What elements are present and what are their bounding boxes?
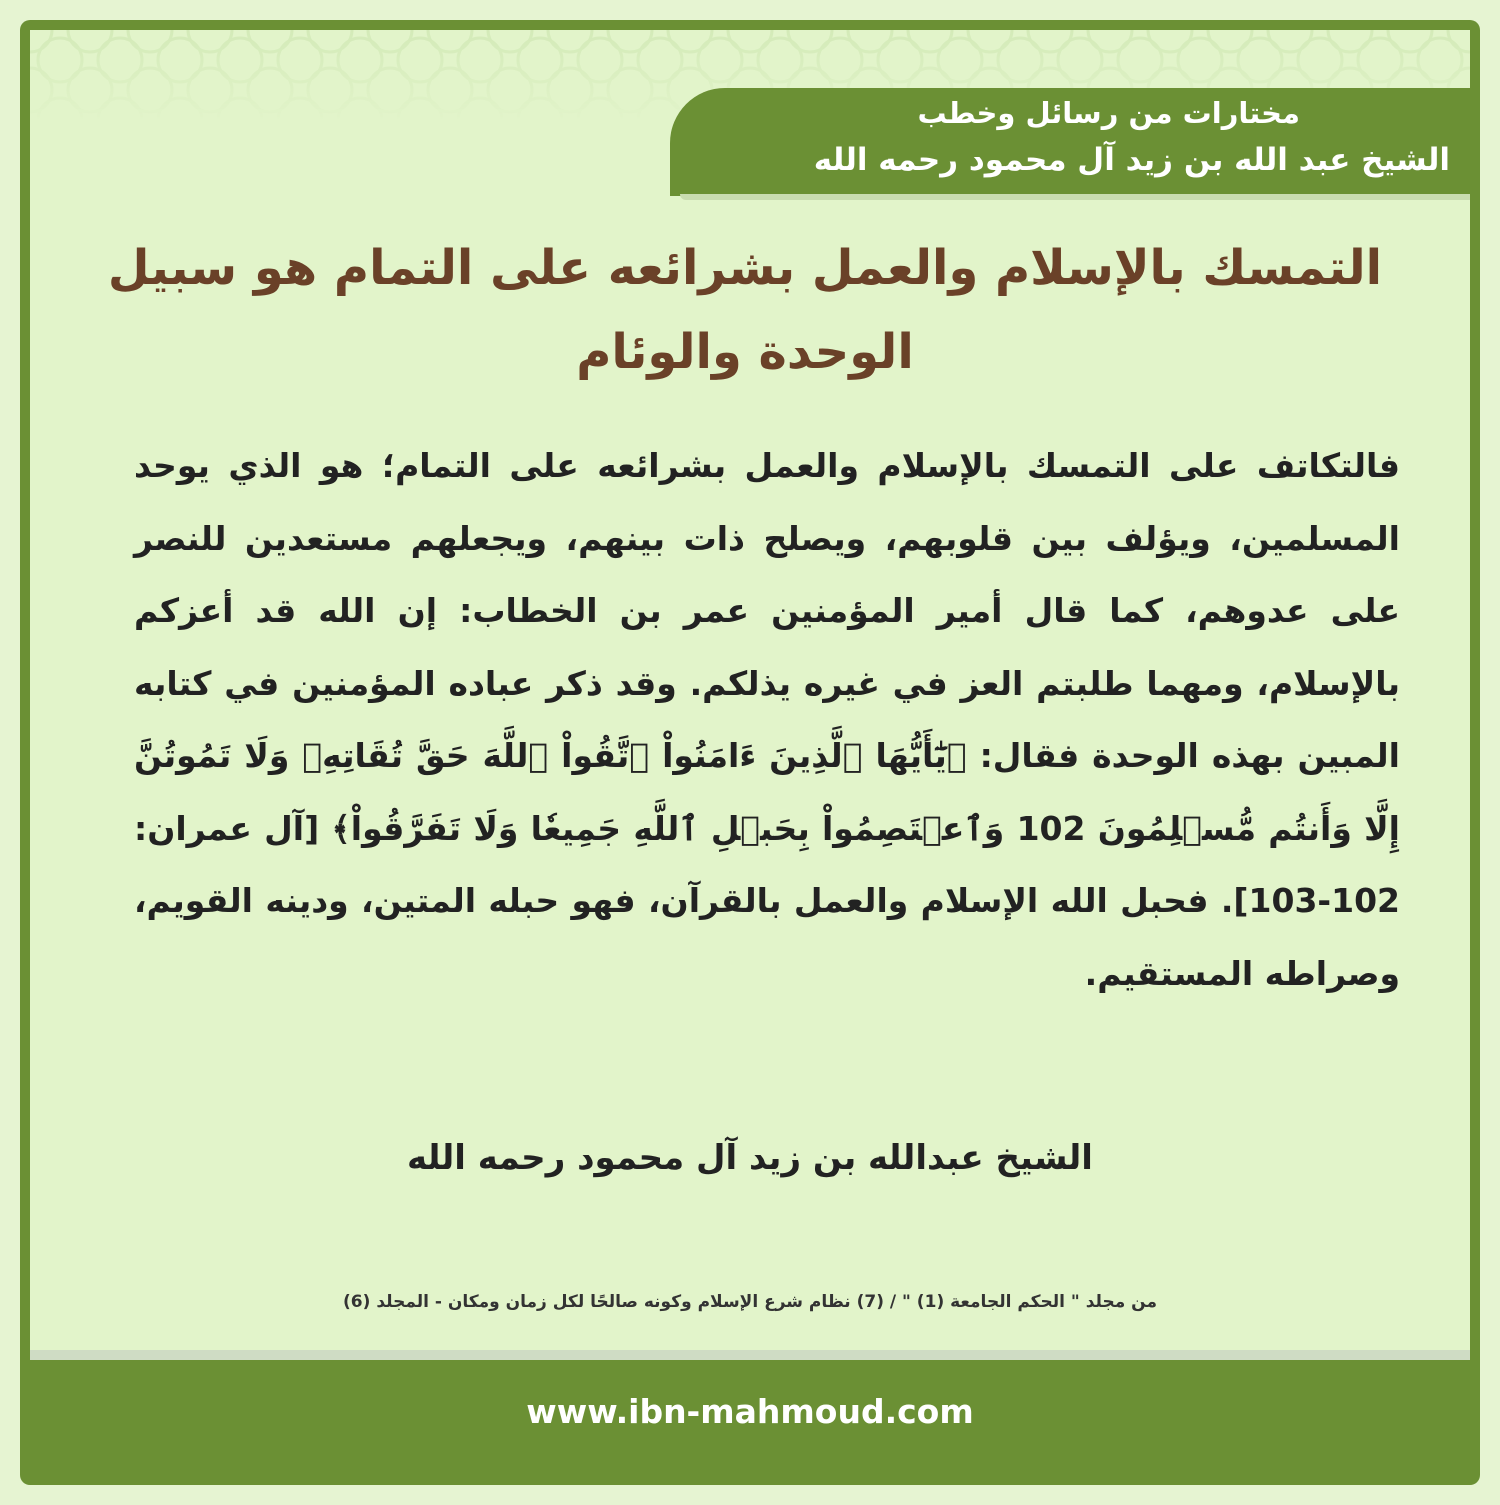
source-citation: من مجلد " الحكم الجامعة (1) " / (7) نظام شرع الإسلام وكونه صالحًا لكل زمان ومكان - المجلد (6) [343, 1292, 1157, 1312]
body-paragraph: فالتكاتف على التمسك بالإسلام والعمل بشرائعه على التمام؛ هو الذي يوحد المسلمين، ويؤلف بين قلوبهم، ويصلح ذات بينهم، ويجعلهم مستعدين للنصر على عدوهم، كما قال أمير المؤمنين عمر بن الخطاب: إن الله قد أعزكم بالإسلام، ومهما طلبتم العز في غيره يذلكم. وقد ذكر عباده المؤمنين في كتابه المبين بهذه الوحدة فقال: ﴿يَٰٓأَيُّهَا ٱلَّذِينَ ءَامَنُواْ ٱتَّقُواْ ٱللَّهَ حَقَّ تُقَاتِهِۦ وَلَا تَمُوتُنَّ إِلَّا وَأَنتُم مُّسۡلِمُونَ 102 وَٱعۡتَصِمُواْ بِحَبۡلِ ٱللَّهِ جَمِيعٗا وَلَا تَفَرَّقُواْ﴾ [آل عمران: 102-103]. فحبل الله الإسلام والعمل بالقرآن، فهو حبله المتين، ودينه القويم، وصراطه المستقيم. [134, 446, 1400, 993]
header-shadow [680, 194, 1470, 200]
header-band [670, 88, 1470, 196]
page-title: التمسك بالإسلام والعمل بشرائعه على التمام هو سبيل الوحدة والوئام [107, 240, 1383, 380]
header-author-name: الشيخ عبد الله بن زيد آل محمود رحمه الله [813, 142, 1450, 178]
author-signature: الشيخ عبدالله بن زيد آل محمود رحمه الله [407, 1138, 1093, 1178]
footer-divider [30, 1350, 1470, 1360]
website-link[interactable]: www.ibn-mahmoud.com [526, 1392, 974, 1431]
header-collection-title: مختارات من رسائل وخطب [917, 96, 1300, 130]
content-panel [30, 30, 1470, 1350]
page-frame [20, 20, 1480, 1485]
